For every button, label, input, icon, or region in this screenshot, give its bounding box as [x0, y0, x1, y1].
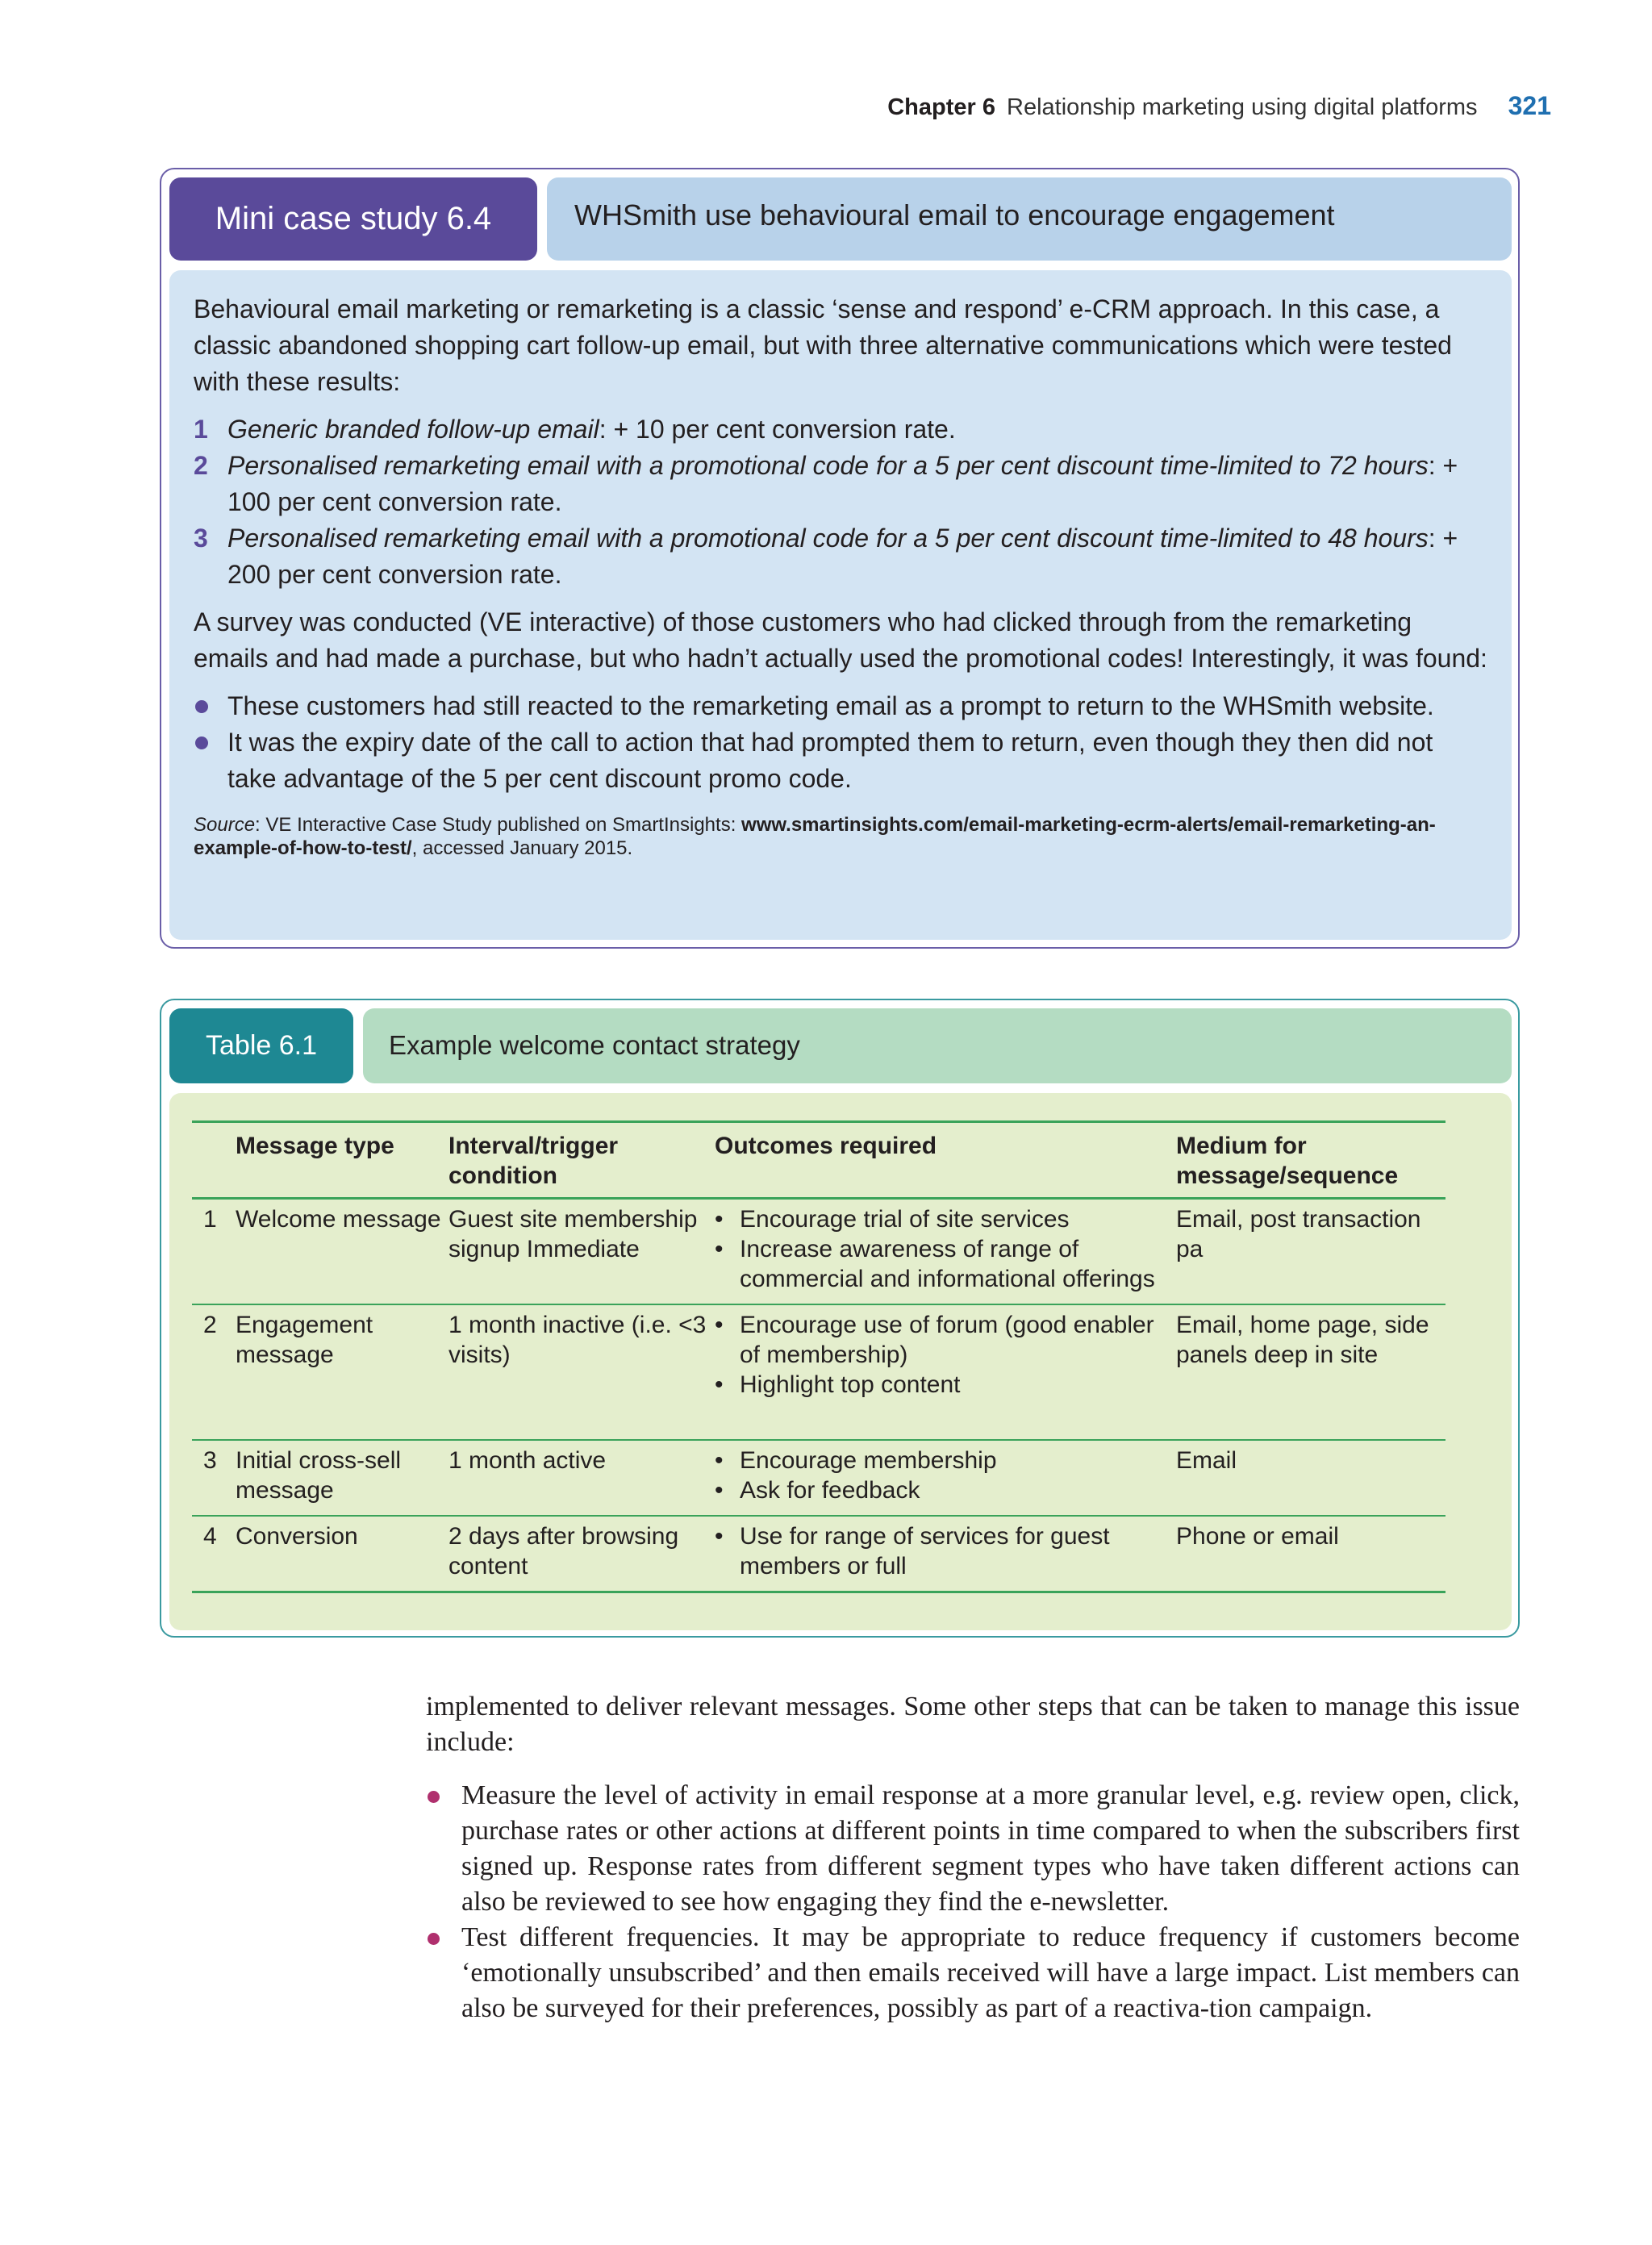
- header-outcomes: Outcomes required: [715, 1122, 1176, 1199]
- chapter-label: Chapter 6: [887, 94, 995, 120]
- table-row: 3 Initial cross-sell message 1 month active • Encourage membership • Ask for feedback Email: [192, 1440, 1446, 1516]
- body-bullets: [426, 1778, 1520, 2026]
- body-bullet-item: Measure the level of activity in email response at a more granular level, e.g. review open, click, purchase rates or other actions at different points in time compared to when the subscribers first signed up. Response rates from different segment types who have taken different actions can also be reviewed to see how engaging they find the e-newsletter.: [426, 1778, 1520, 1920]
- table-row: 2 Engagement message 1 month inactive (i.e. <3 visits) • Encourage use of forum (good enabler of membership) • Highlight top content Email, home page, side panels deep in site: [192, 1304, 1446, 1440]
- case-study-body: [169, 270, 1512, 940]
- case-source: Source: VE Interactive Case Study published on SmartInsights: www.smartinsights.com/email-marketing-ecrm-alerts/email-remarketing-an-example-of-how-to-test/, accessed January 2015.: [194, 814, 1436, 859]
- result-item: 1 Generic branded follow-up email: + 10 per cent conversion rate.: [194, 415, 956, 444]
- table-box: [160, 999, 1520, 1638]
- bullet-icon: [428, 1791, 440, 1803]
- table-row: 4 Conversion 2 days after browsing content • Use for range of services for guest members or full Phone or email: [192, 1516, 1446, 1592]
- finding-item: It was the expiry date of the call to action that had prompted them to return, even though they then did not take advantage of the 5 per cent discount promo code.: [194, 724, 1487, 797]
- header-interval: Interval/trigger condition: [448, 1122, 715, 1199]
- case-survey: A survey was conducted (VE interactive) of those customers who had clicked through from the remarketing emails and had made a purchase, but who hadn’t actually used the promotional codes! Interestingly, it was found:: [194, 607, 1487, 673]
- header-message-type: Message type: [236, 1122, 448, 1199]
- result-item: 2 Personalised remarketing email with a promotional code for a 5 per cent discount time-limited to 72 hours: + 100 per cent conversion rate.: [194, 451, 1458, 516]
- bullet-icon: [428, 1933, 440, 1945]
- contact-strategy-table: [192, 1120, 1446, 1593]
- case-study-title: WHSmith use behavioural email to encourage engagement: [547, 177, 1512, 261]
- result-item: 3 Personalised remarketing email with a promotional code for a 5 per cent discount time-limited to 48 hours: + 200 per cent conversion rate.: [194, 524, 1458, 589]
- results-list: [194, 411, 1487, 593]
- mini-case-study-box: [160, 168, 1520, 949]
- header-medium: Medium for message/sequence: [1176, 1122, 1446, 1199]
- body-bullet-item: Test different frequencies. It may be appropriate to reduce frequency if customers become ‘emotionally unsubscribed’ and then emails received will have a large impact. List members can also be surveyed for their preferences, possibly as part of a reactiva-tion campaign.: [426, 1920, 1520, 2026]
- table-label: Table 6.1: [169, 1008, 353, 1083]
- findings-list: [194, 688, 1487, 797]
- finding-item: These customers had still reacted to the remarketing email as a prompt to return to the WHSmith website.: [194, 688, 1487, 724]
- table-header-row: [192, 1122, 1446, 1199]
- page-header: [887, 91, 1551, 121]
- bullet-icon: [195, 737, 208, 749]
- case-study-label: Mini case study 6.4: [169, 177, 537, 261]
- body-text: [426, 1689, 1520, 2026]
- table-row: 1 Welcome message Guest site membership signup Immediate • Encourage trial of site services • Increase awareness of range of commercial and informational offerings Email, post transaction pa: [192, 1199, 1446, 1305]
- chapter-title: Relationship marketing using digital platforms: [1007, 94, 1478, 120]
- table-body: [169, 1093, 1512, 1630]
- table-title: Example welcome contact strategy: [363, 1008, 1512, 1083]
- source-link[interactable]: www.smartinsights.com/email-marketing-ecrm-alerts/email-remarketing-an-example-of-how-to-test/: [194, 814, 1436, 859]
- case-intro: Behavioural email marketing or remarketing is a classic ‘sense and respond’ e-CRM approach. In this case, a classic abandoned shopping cart follow-up email, but with three alternative communications which were tested with these results:: [194, 294, 1452, 396]
- page-number: 321: [1508, 91, 1551, 120]
- bullet-icon: [195, 700, 208, 713]
- body-intro: implemented to deliver relevant messages. Some other steps that can be taken to manage this issue include:: [426, 1692, 1520, 1757]
